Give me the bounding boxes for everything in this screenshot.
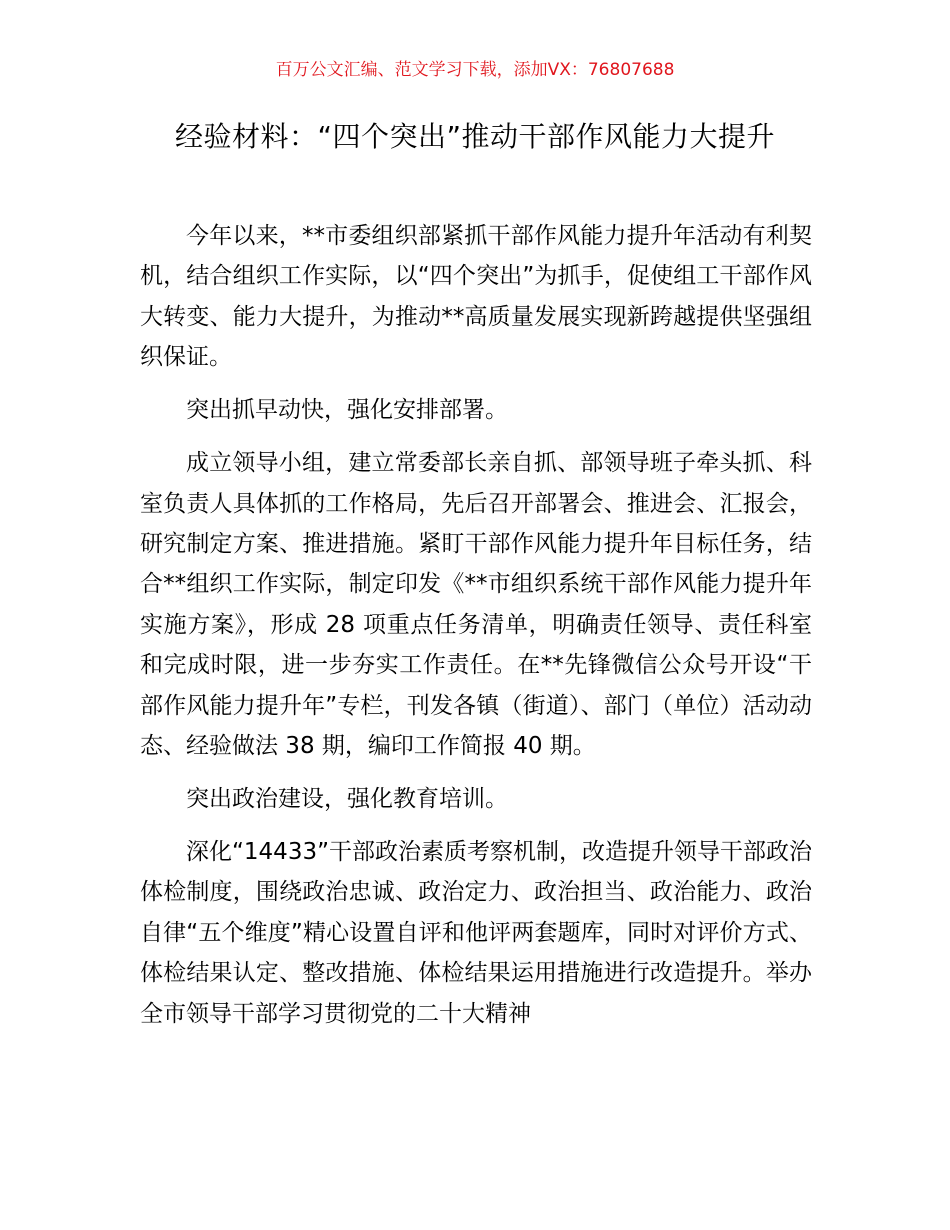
paragraph-intro: 今年以来，**市委组织部紧抓干部作风能力提升年活动有利契机，结合组织工作实际，以“四个突出”为抓手，促使组工干部作风大转变、能力大提升，为推动**高质量发展实现新跨越提供坚强组织保证。 [140,223,812,371]
document-body [140,216,812,1047]
section-heading-2: 突出政治建设，强化教育培训。 [186,786,508,813]
header-banner: 百万公文汇编、范文学习下载，添加VX：76807688 [275,60,675,80]
section-heading-1: 突出抓早动快，强化安排部署。 [186,397,508,424]
document-title: 经验材料：“四个突出”推动干部作风能力大提升 [174,120,775,153]
paragraph-section-1: 成立领导小组，建立常委部长亲自抓、部领导班子牵头抓、科室负责人具体抓的工作格局，先后召开部署会、推进会、汇报会，研究制定方案、推进措施。紧盯干部作风能力提升年目标任务，结合**组织工作实际，制定印发《**市组织系统干部作风能力提升年实施方案》，形成 28 项重点任务清单，明确责任领导、责任科室和完成时限，进一步夯实工作责任。在**先锋微信公众号开设“干部作风能力提升年”专栏，刊发各镇（街道）、部门（单位）活动动态、经验做法 38 期，编印工作简报 40 期。 [140,450,812,760]
paragraph-section-2: 深化“14433”干部政治素质考察机制，改造提升领导干部政治体检制度，围绕政治忠诚、政治定力、政治担当、政治能力、政治自律“五个维度”精心设置自评和他评两套题库，同时对评价方式、体检结果认定、整改措施、体检结果运用措施进行改造提升。举办全市领导干部学习贯彻党的二十大精神 [140,839,812,1027]
